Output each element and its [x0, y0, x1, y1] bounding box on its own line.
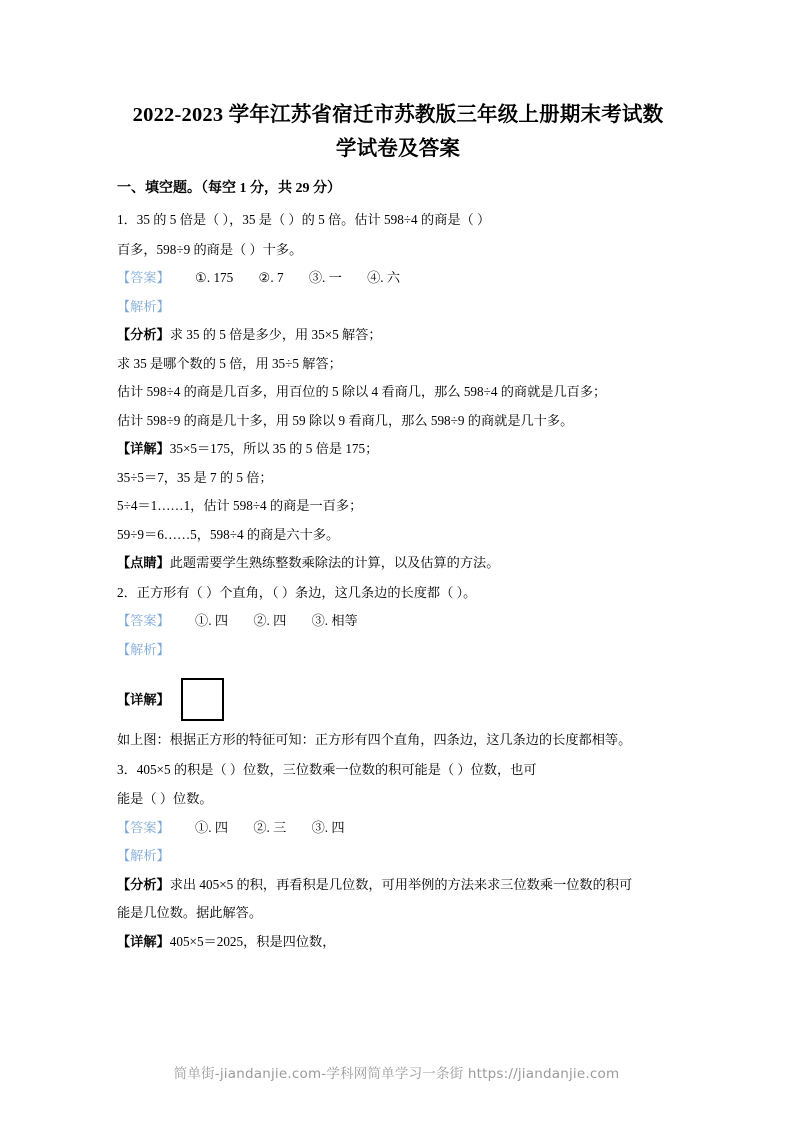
answer-item: ②. 四	[253, 613, 287, 628]
answer-item: ③. 相等	[311, 613, 358, 628]
page-title-line-2: 学试卷及答案	[335, 138, 461, 160]
explanation-tag: 【点睛】	[117, 555, 170, 570]
question-block-1	[117, 206, 679, 578]
question-block-3	[117, 756, 679, 957]
question-3-line-1: 3．405×5 的积是（ ）位数，三位数乘一位数的积可能是（ ）位数，也可	[117, 761, 537, 777]
question-2-line-1: 2．正方形有（ ）个直角，（ ）条边，这几条边的长度都（ ）。	[117, 584, 477, 600]
answer-label: 【答案】	[117, 613, 170, 628]
question-3-explanation-line	[117, 871, 679, 900]
explanation-text: 求 35 的 5 倍是多少，用 35×5 解答；	[169, 327, 382, 342]
explanation-text: 59÷9＝6……5，598÷4 的商是六十多。	[117, 526, 340, 542]
explanation-text: 405×5＝2025，积是四位数，	[169, 933, 336, 949]
question-1-explanation-line	[117, 549, 679, 578]
question-1-line-2: 百多，598÷9 的商是（ ）十多。	[117, 241, 303, 257]
question-1-analysis-label: 【解析】	[117, 298, 170, 314]
answer-label: 【答案】	[117, 270, 170, 285]
answer-item: ①. 四	[195, 819, 229, 835]
document-content	[117, 98, 679, 956]
answer-item: ①. 四	[195, 613, 229, 628]
question-1-line-1: 1．35 的 5 倍是（ ），35 是（ ）的 5 倍。估计 598÷4 的商是（ ）	[117, 212, 491, 227]
explanation-tag: 【详解】	[117, 441, 170, 456]
answer-label: 【答案】	[117, 819, 170, 835]
question-2-answer-row	[117, 607, 679, 636]
explanation-text: 35×5＝175，所以 35 的 5 倍是 175；	[169, 441, 379, 456]
question-2-explanation-line	[117, 726, 679, 755]
explanation-text: 35÷5＝7，35 是 7 的 5 倍；	[117, 469, 273, 485]
answer-item: ④. 六	[367, 270, 401, 285]
section-header-fill-in-blanks: 一、填空题。（每空 1 分，共 29 分）	[117, 181, 341, 196]
question-3-explanation-line	[117, 928, 679, 957]
question-1-explanation-line	[117, 321, 679, 350]
question-1-explanation-line	[117, 521, 679, 550]
explanation-text: 能是几位数。据此解答。	[117, 905, 263, 920]
explanation-text: 估计 598÷9 的商是几十多，用 59 除以 9 看商几，那么 598÷9 的商就是几十多。	[117, 412, 574, 428]
answer-item: ③. 一	[308, 270, 342, 285]
answer-item: ③. 四	[311, 819, 345, 835]
question-3-analysis-label: 【解析】	[117, 848, 170, 863]
square-shape-icon	[181, 678, 224, 721]
page-title-line-1: 2022-2023 学年江苏省宿迁市苏教版三年级上册期末考试数	[132, 104, 664, 126]
explanation-text: 求出 405×5 的积，再看积是几位数，可用举例的方法来求三位数乘一位数的积可	[169, 876, 633, 892]
explanation-text: 5÷4＝1……1，估计 598÷4 的商是一百多；	[117, 498, 363, 513]
question-block-2	[117, 579, 679, 755]
explanation-tag: 【分析】	[117, 876, 170, 892]
explanation-text: 此题需要学生熟练整数乘除法的计算，以及估算的方法。	[169, 555, 500, 570]
question-1-explanation-line	[117, 492, 679, 521]
question-1-explanation-line	[117, 464, 679, 493]
question-2-figure-row	[117, 664, 679, 726]
explanation-tag: 【详解】	[117, 933, 170, 949]
explanation-text: 如上图：根据正方形的特征可知：正方形有四个直角，四条边，这几条边的长度都相等。	[117, 732, 632, 747]
answer-item: ②. 三	[253, 819, 287, 835]
explanation-tag: 【详解】	[117, 692, 170, 707]
explanation-text: 求 35 是哪个数的 5 倍，用 35÷5 解答；	[117, 355, 342, 371]
question-1-answer-row	[117, 264, 679, 293]
question-3-line-2: 能是（ ）位数。	[117, 791, 213, 806]
question-3-explanation-line	[117, 899, 679, 928]
page-title	[117, 98, 679, 166]
question-3-answer-row	[117, 814, 679, 843]
footer-watermark: 简单街-jiandanjie.com-学科网简单学习一条街 https://jiandanjie.com	[173, 1066, 620, 1082]
explanation-tag: 【分析】	[117, 327, 170, 342]
answer-item: ①. 175	[195, 270, 234, 285]
question-1-explanation-line	[117, 407, 679, 436]
explanation-text: 估计 598÷4 的商是几百多，用百位的 5 除以 4 看商几，那么 598÷4 的商就是几百多；	[117, 384, 607, 399]
question-2-analysis-label: 【解析】	[117, 641, 170, 657]
question-1-explanation-line	[117, 435, 679, 464]
question-1-explanation-line	[117, 350, 679, 379]
question-1-explanation-line	[117, 378, 679, 407]
answer-item: ②. 7	[258, 270, 284, 285]
